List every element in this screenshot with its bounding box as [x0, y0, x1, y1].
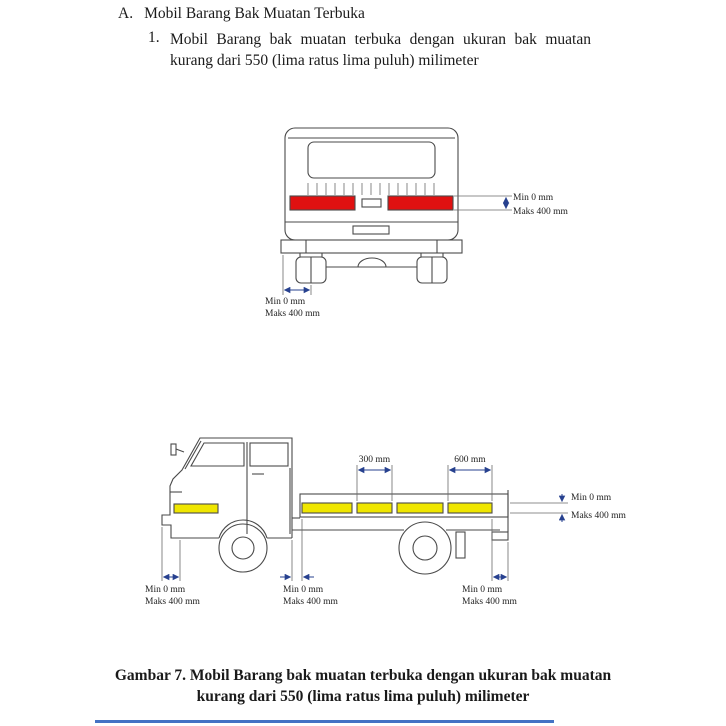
side-underride-bar	[492, 532, 508, 540]
rear-right-max-label: Maks 400 mm	[513, 207, 568, 217]
rear-view-diagram	[250, 115, 610, 325]
list-item-text	[170, 29, 591, 71]
dim-300-label: 300 mm	[358, 455, 391, 465]
side-right-min-label: Min 0 mm	[571, 493, 612, 503]
section-heading-text: Mobil Barang Bak Muatan Terbuka	[144, 5, 365, 22]
rear-license-plate	[353, 226, 389, 234]
rear-handle	[362, 199, 381, 207]
bottom-middle-min-label: Min 0 mm	[283, 585, 324, 595]
figure-caption	[83, 665, 643, 707]
bottom-front-min-label: Min 0 mm	[145, 585, 186, 595]
rear-cab-body	[285, 128, 458, 240]
figure-caption-line1: Gambar 7. Mobil Barang bak muatan terbuka dengan ukuran bak muatan	[114, 667, 612, 684]
section-heading-label: A.	[118, 5, 134, 22]
figure-caption-line2: kurang dari 550 (lima ratus lima puluh) milimeter	[196, 688, 530, 705]
truck-rear-drawing	[281, 128, 462, 283]
side-bed-reflector-3	[397, 503, 443, 513]
bottom-rear-min-label: Min 0 mm	[462, 585, 503, 595]
side-bottom-middle-dimension	[280, 519, 339, 607]
side-front-wheel	[219, 524, 267, 572]
rear-right-dimension	[454, 193, 569, 217]
rear-bottom-max-label: Maks 400 mm	[265, 309, 320, 319]
rear-differential	[358, 258, 386, 267]
bottom-rear-max-label: Maks 400 mm	[462, 597, 517, 607]
rear-bumper	[281, 240, 462, 253]
bottom-middle-max-label: Maks 400 mm	[283, 597, 338, 607]
side-bed-reflector-4	[448, 503, 492, 513]
list-item-number: 1.	[148, 29, 160, 46]
section-heading	[118, 5, 365, 23]
rear-vent-slats	[308, 183, 434, 195]
dim-600-label: 600 mm	[454, 455, 486, 465]
side-front-wheel-arch	[219, 520, 267, 538]
rear-bottom-min-label: Min 0 mm	[265, 297, 306, 307]
side-bottom-front-dimension	[145, 527, 201, 607]
side-mudflap	[456, 532, 465, 558]
rear-reflector-strip-left	[290, 196, 355, 210]
side-right-max-label: Maks 400 mm	[571, 511, 626, 521]
side-view-diagram	[140, 428, 640, 613]
rear-bottom-dimension	[265, 255, 321, 319]
rear-window	[308, 142, 435, 178]
side-cab-reflector-strip	[174, 504, 218, 513]
bottom-front-max-label: Maks 400 mm	[145, 597, 200, 607]
list-item-line1: Mobil Barang bak muatan terbuka dengan ukuran bak muatan	[170, 31, 591, 48]
rear-reflector-strip-right	[388, 196, 453, 210]
rear-right-min-label: Min 0 mm	[513, 193, 554, 203]
side-bed-reflector-1	[302, 503, 352, 513]
page-footer-rule	[95, 720, 554, 723]
side-mirror	[171, 444, 176, 455]
side-bed-reflector-2	[357, 503, 392, 513]
side-cab-outline	[162, 438, 292, 538]
side-bottom-rear-dimension	[462, 519, 518, 607]
side-rear-wheel	[399, 522, 451, 574]
side-door-window	[250, 443, 288, 466]
list-item-line2: kurang dari 550 (lima ratus lima puluh) milimeter	[170, 52, 479, 69]
side-windshield-window	[191, 443, 244, 466]
side-right-dimension	[510, 493, 627, 522]
